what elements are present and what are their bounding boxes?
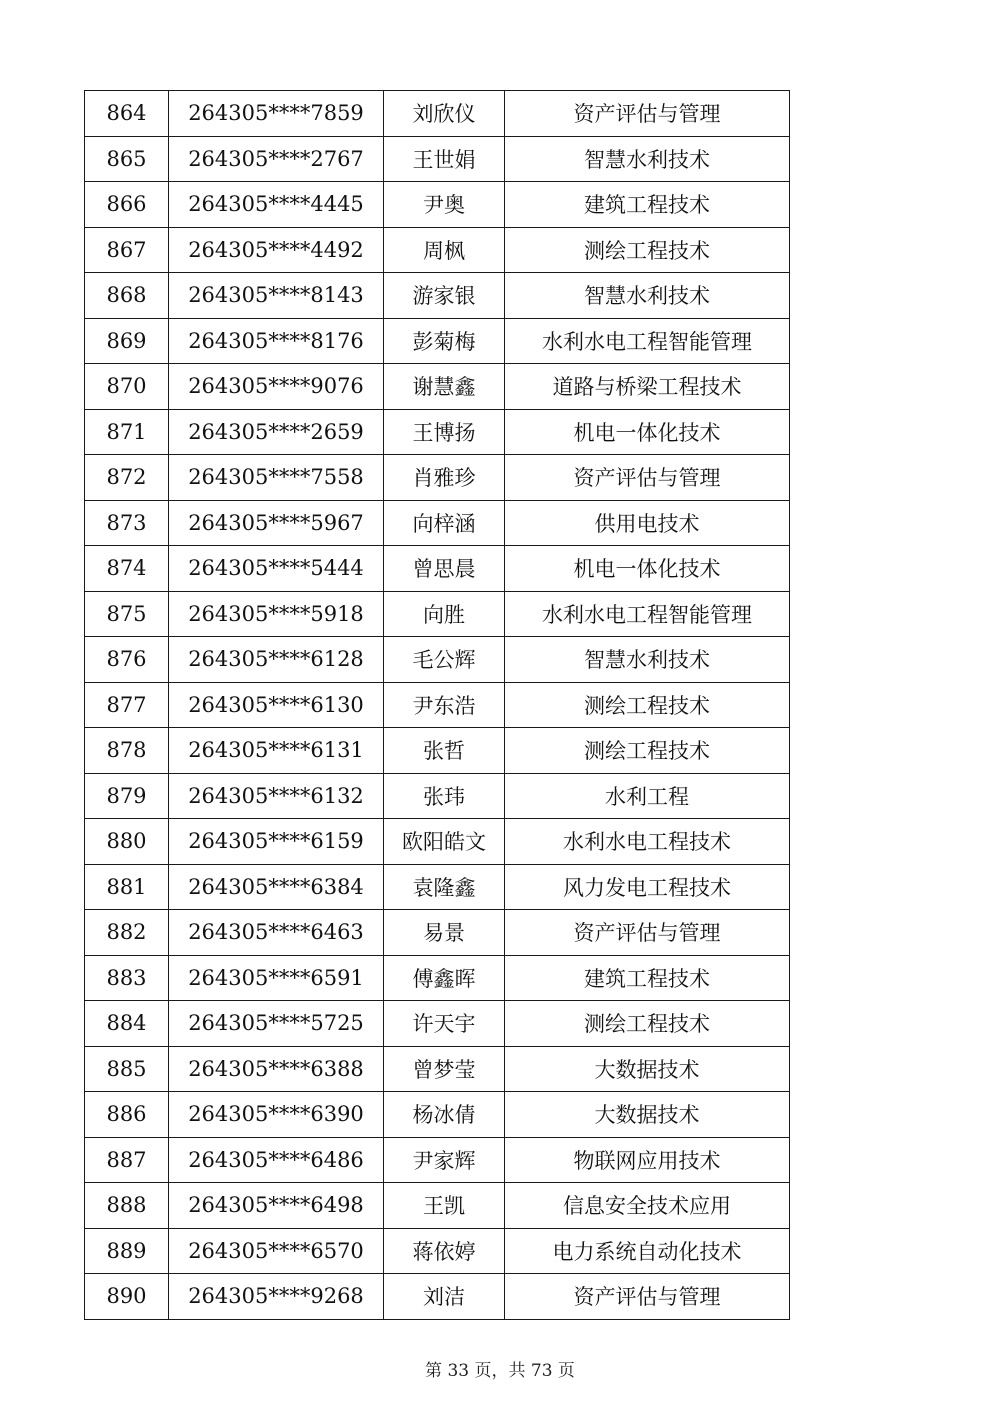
id-number-cell: 264305****9268 xyxy=(169,1274,384,1320)
id-number-cell: 264305****6130 xyxy=(169,682,384,728)
id-number-cell: 264305****6498 xyxy=(169,1183,384,1229)
student-name-cell: 向梓涵 xyxy=(384,500,505,546)
row-number-cell: 864 xyxy=(85,91,169,137)
table-row xyxy=(85,819,790,865)
student-name-cell: 杨冰倩 xyxy=(384,1092,505,1138)
id-number-cell: 264305****5444 xyxy=(169,546,384,592)
major-cell: 资产评估与管理 xyxy=(505,91,790,137)
row-number-cell: 865 xyxy=(85,136,169,182)
student-name-cell: 张哲 xyxy=(384,728,505,774)
major-cell: 测绘工程技术 xyxy=(505,227,790,273)
major-cell: 建筑工程技术 xyxy=(505,955,790,1001)
major-cell: 资产评估与管理 xyxy=(505,455,790,501)
id-number-cell: 264305****8176 xyxy=(169,318,384,364)
row-number-cell: 879 xyxy=(85,773,169,819)
id-number-cell: 264305****5918 xyxy=(169,591,384,637)
major-cell: 水利水电工程智能管理 xyxy=(505,591,790,637)
table-row xyxy=(85,773,790,819)
table-row xyxy=(85,1183,790,1229)
student-name-cell: 曾思晨 xyxy=(384,546,505,592)
table-row xyxy=(85,1046,790,1092)
major-cell: 智慧水利技术 xyxy=(505,273,790,319)
major-cell: 测绘工程技术 xyxy=(505,728,790,774)
row-number-cell: 877 xyxy=(85,682,169,728)
table-row xyxy=(85,955,790,1001)
table-row xyxy=(85,728,790,774)
major-cell: 智慧水利技术 xyxy=(505,136,790,182)
student-roster-table xyxy=(84,90,790,1320)
id-number-cell: 264305****7558 xyxy=(169,455,384,501)
major-cell: 机电一体化技术 xyxy=(505,409,790,455)
id-number-cell: 264305****5725 xyxy=(169,1001,384,1047)
table-row xyxy=(85,910,790,956)
row-number-cell: 874 xyxy=(85,546,169,592)
table-row xyxy=(85,91,790,137)
student-name-cell: 尹奥 xyxy=(384,182,505,228)
id-number-cell: 264305****6591 xyxy=(169,955,384,1001)
id-number-cell: 264305****9076 xyxy=(169,364,384,410)
major-cell: 测绘工程技术 xyxy=(505,682,790,728)
student-name-cell: 曾梦莹 xyxy=(384,1046,505,1092)
student-name-cell: 周枫 xyxy=(384,227,505,273)
row-number-cell: 871 xyxy=(85,409,169,455)
id-number-cell: 264305****6128 xyxy=(169,637,384,683)
roster-body xyxy=(85,91,790,1320)
row-number-cell: 885 xyxy=(85,1046,169,1092)
row-number-cell: 878 xyxy=(85,728,169,774)
id-number-cell: 264305****6463 xyxy=(169,910,384,956)
table-row xyxy=(85,364,790,410)
major-cell: 建筑工程技术 xyxy=(505,182,790,228)
major-cell: 机电一体化技术 xyxy=(505,546,790,592)
major-cell: 资产评估与管理 xyxy=(505,910,790,956)
major-cell: 道路与桥梁工程技术 xyxy=(505,364,790,410)
major-cell: 信息安全技术应用 xyxy=(505,1183,790,1229)
student-name-cell: 王博扬 xyxy=(384,409,505,455)
row-number-cell: 872 xyxy=(85,455,169,501)
row-number-cell: 867 xyxy=(85,227,169,273)
table-row xyxy=(85,182,790,228)
student-name-cell: 刘欣仪 xyxy=(384,91,505,137)
row-number-cell: 883 xyxy=(85,955,169,1001)
row-number-cell: 875 xyxy=(85,591,169,637)
id-number-cell: 264305****6159 xyxy=(169,819,384,865)
id-number-cell: 264305****6132 xyxy=(169,773,384,819)
table-row xyxy=(85,136,790,182)
row-number-cell: 881 xyxy=(85,864,169,910)
table-row xyxy=(85,637,790,683)
major-cell: 物联网应用技术 xyxy=(505,1137,790,1183)
student-name-cell: 刘洁 xyxy=(384,1274,505,1320)
major-cell: 水利水电工程技术 xyxy=(505,819,790,865)
table-row xyxy=(85,500,790,546)
student-name-cell: 袁隆鑫 xyxy=(384,864,505,910)
table-row xyxy=(85,591,790,637)
student-name-cell: 欧阳皓文 xyxy=(384,819,505,865)
major-cell: 资产评估与管理 xyxy=(505,1274,790,1320)
major-cell: 智慧水利技术 xyxy=(505,637,790,683)
major-cell: 供用电技术 xyxy=(505,500,790,546)
id-number-cell: 264305****6486 xyxy=(169,1137,384,1183)
row-number-cell: 887 xyxy=(85,1137,169,1183)
table-row xyxy=(85,864,790,910)
student-name-cell: 彭菊梅 xyxy=(384,318,505,364)
row-number-cell: 882 xyxy=(85,910,169,956)
major-cell: 大数据技术 xyxy=(505,1092,790,1138)
row-number-cell: 888 xyxy=(85,1183,169,1229)
student-name-cell: 毛公辉 xyxy=(384,637,505,683)
student-name-cell: 肖雅珍 xyxy=(384,455,505,501)
row-number-cell: 880 xyxy=(85,819,169,865)
student-name-cell: 尹东浩 xyxy=(384,682,505,728)
row-number-cell: 886 xyxy=(85,1092,169,1138)
table-row xyxy=(85,1274,790,1320)
table-row xyxy=(85,318,790,364)
student-name-cell: 尹家辉 xyxy=(384,1137,505,1183)
row-number-cell: 870 xyxy=(85,364,169,410)
major-cell: 水利工程 xyxy=(505,773,790,819)
major-cell: 测绘工程技术 xyxy=(505,1001,790,1047)
table-row xyxy=(85,1228,790,1274)
table-row xyxy=(85,273,790,319)
student-name-cell: 谢慧鑫 xyxy=(384,364,505,410)
table-row xyxy=(85,455,790,501)
row-number-cell: 884 xyxy=(85,1001,169,1047)
row-number-cell: 889 xyxy=(85,1228,169,1274)
student-name-cell: 王凯 xyxy=(384,1183,505,1229)
row-number-cell: 868 xyxy=(85,273,169,319)
table-row xyxy=(85,1001,790,1047)
id-number-cell: 264305****6390 xyxy=(169,1092,384,1138)
row-number-cell: 866 xyxy=(85,182,169,228)
student-name-cell: 向胜 xyxy=(384,591,505,637)
id-number-cell: 264305****6131 xyxy=(169,728,384,774)
table-row xyxy=(85,546,790,592)
id-number-cell: 264305****7859 xyxy=(169,91,384,137)
id-number-cell: 264305****6570 xyxy=(169,1228,384,1274)
id-number-cell: 264305****8143 xyxy=(169,273,384,319)
id-number-cell: 264305****5967 xyxy=(169,500,384,546)
id-number-cell: 264305****4492 xyxy=(169,227,384,273)
major-cell: 风力发电工程技术 xyxy=(505,864,790,910)
student-name-cell: 蒋依婷 xyxy=(384,1228,505,1274)
student-name-cell: 王世娟 xyxy=(384,136,505,182)
row-number-cell: 876 xyxy=(85,637,169,683)
student-name-cell: 易景 xyxy=(384,910,505,956)
table-row xyxy=(85,227,790,273)
id-number-cell: 264305****6384 xyxy=(169,864,384,910)
table-row xyxy=(85,409,790,455)
row-number-cell: 890 xyxy=(85,1274,169,1320)
row-number-cell: 873 xyxy=(85,500,169,546)
student-name-cell: 张玮 xyxy=(384,773,505,819)
student-name-cell: 许天宇 xyxy=(384,1001,505,1047)
major-cell: 大数据技术 xyxy=(505,1046,790,1092)
table-row xyxy=(85,1092,790,1138)
student-name-cell: 傅鑫晖 xyxy=(384,955,505,1001)
major-cell: 电力系统自动化技术 xyxy=(505,1228,790,1274)
table-row xyxy=(85,1137,790,1183)
id-number-cell: 264305****2767 xyxy=(169,136,384,182)
major-cell: 水利水电工程智能管理 xyxy=(505,318,790,364)
table-row xyxy=(85,682,790,728)
student-name-cell: 游家银 xyxy=(384,273,505,319)
row-number-cell: 869 xyxy=(85,318,169,364)
id-number-cell: 264305****4445 xyxy=(169,182,384,228)
id-number-cell: 264305****2659 xyxy=(169,409,384,455)
id-number-cell: 264305****6388 xyxy=(169,1046,384,1092)
page-number-footer: 第 33 页，共 73 页 xyxy=(425,1361,575,1381)
